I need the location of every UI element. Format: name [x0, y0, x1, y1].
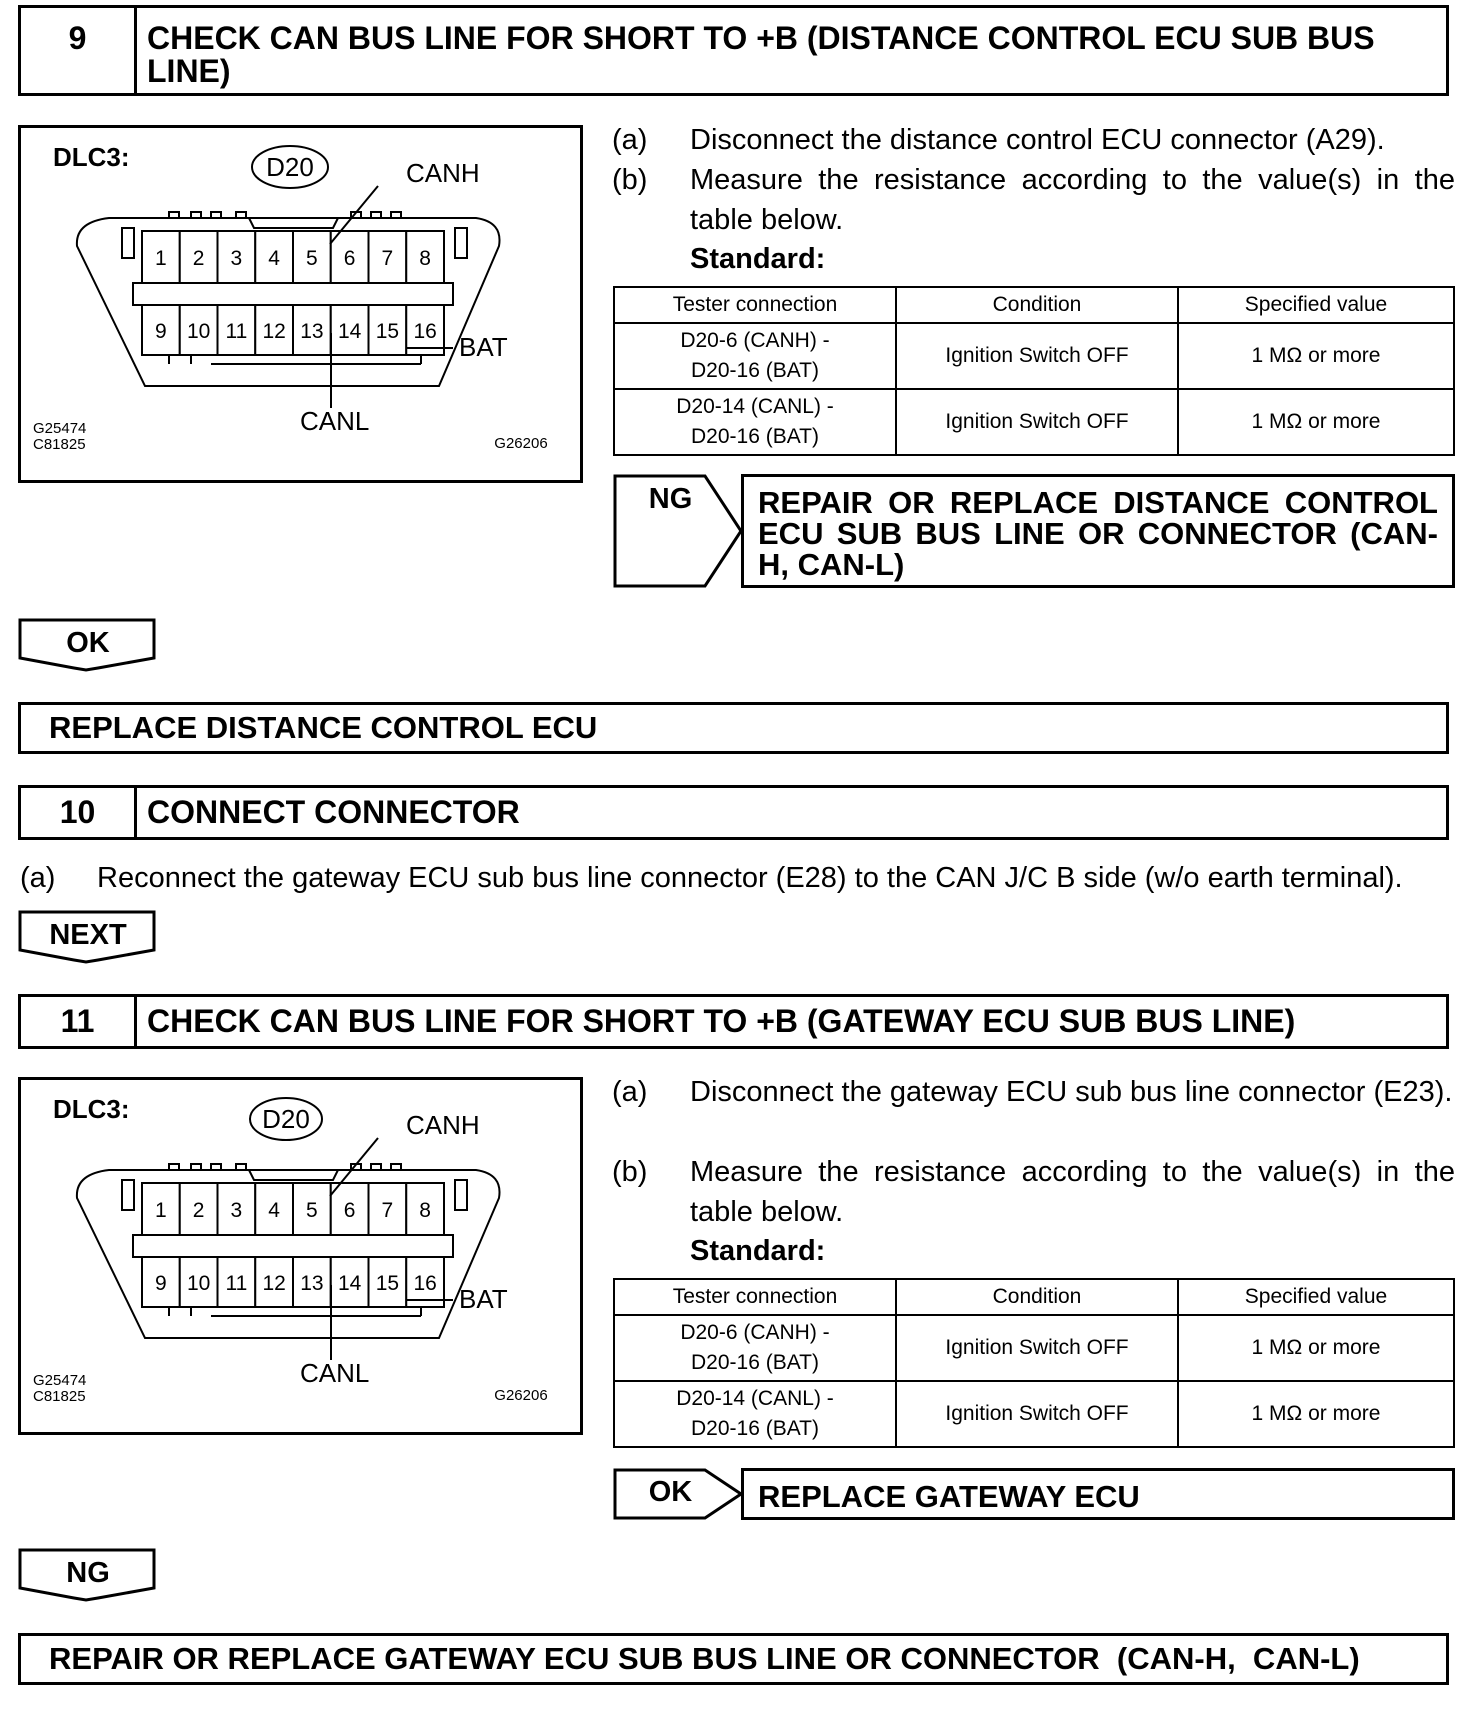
pin-number: 15: [375, 320, 400, 343]
step10-next-label: NEXT: [49, 919, 127, 951]
table-row: [614, 389, 1454, 455]
col-header-condition: Condition: [896, 1279, 1178, 1315]
tester-connection-cell: D20-14 (CANL) - D20-16 (BAT): [614, 389, 896, 455]
code-g25474: G25474: [33, 1372, 87, 1389]
value-cell: 1 MΩ or more: [1178, 1381, 1454, 1447]
pin-number: 4: [268, 1199, 280, 1222]
pin-number: 8: [419, 1199, 431, 1222]
pin-number: 12: [262, 320, 286, 343]
code-c81825: C81825: [33, 1388, 86, 1405]
step11-title: CHECK CAN BUS LINE FOR SHORT TO +B (GATEWAY ECU SUB BUS LINE): [147, 1003, 1296, 1039]
value-cell: 1 MΩ or more: [1178, 1315, 1454, 1381]
step10-header: [18, 785, 1449, 840]
pin-number: 7: [381, 1199, 394, 1222]
code-g26206: G26206: [494, 435, 548, 452]
code-g26206: G26206: [494, 1387, 548, 1404]
step11-ok-label: OK: [648, 1476, 693, 1508]
step11-connector-diagram: [18, 1077, 583, 1435]
condition-cell: Ignition Switch OFF: [896, 1315, 1178, 1381]
step11-ok-result: [741, 1468, 1455, 1520]
dlc3-label: DLC3:: [53, 142, 130, 172]
canh-label: CANH: [406, 1110, 480, 1140]
pin-number: 1: [155, 1199, 167, 1222]
center-divider: [133, 283, 453, 305]
step9-ng-label: NG: [648, 483, 693, 515]
pin-number: 15: [375, 1272, 400, 1295]
ok-result-text: REPLACE GATEWAY ECU: [758, 1479, 1140, 1514]
pin-number: 2: [192, 1199, 205, 1222]
step11-header: [18, 994, 1449, 1049]
step11-ng-label: NG: [66, 1557, 110, 1589]
pin-number: 3: [230, 1199, 243, 1222]
instruction-text: Measure the resistance according to the value(s) in the table below.: [690, 164, 1455, 236]
pin-number: 13: [300, 320, 324, 343]
step9-connector-diagram: [18, 125, 583, 483]
d20-label: D20: [266, 152, 314, 182]
pin-number: 6: [343, 1199, 356, 1222]
pin-number: 6: [343, 247, 356, 270]
table-row: [614, 1381, 1454, 1447]
pin-number: 8: [419, 247, 431, 270]
tester-connection-cell: D20-14 (CANL) - D20-16 (BAT): [614, 1381, 896, 1447]
right-guide: [455, 228, 467, 258]
step9-ng-result: [741, 474, 1455, 588]
table-row: [614, 1315, 1454, 1381]
pin-number: 13: [300, 1272, 324, 1295]
pin-number: 4: [268, 247, 280, 270]
code-g25474: G25474: [33, 420, 87, 437]
step10-title: CONNECT CONNECTOR: [147, 794, 520, 830]
pin-number: 10: [186, 1272, 211, 1295]
instruction-label: (a): [612, 1076, 648, 1108]
pin-number: 12: [262, 1272, 286, 1295]
col-header-condition: Condition: [896, 287, 1178, 323]
step9-ok-result: REPLACE DISTANCE CONTROL ECU: [18, 702, 1449, 754]
instruction-text: Measure the resistance according to the value(s) in the table below.: [690, 1156, 1455, 1228]
instruction-label: (b): [612, 1156, 648, 1188]
step11-number: 11: [21, 997, 137, 1046]
step9-number: 9: [21, 8, 137, 93]
pin-number: 3: [230, 247, 243, 270]
step9-header: [18, 5, 1449, 96]
pin-number: 14: [337, 320, 362, 343]
pin-number: 7: [381, 247, 394, 270]
pin-number: 16: [413, 1272, 437, 1295]
pin-number: 5: [306, 247, 318, 270]
col-header-tester: Tester connection: [614, 1279, 896, 1315]
step9-title: CHECK CAN BUS LINE FOR SHORT TO +B (DISTANCE CONTROL ECU SUB BUS LINE): [147, 20, 1375, 89]
step10-instruction-text: Reconnect the gateway ECU sub bus line connector (E28) to the CAN J/C B side (w/o earth terminal).: [97, 862, 1403, 894]
value-cell: 1 MΩ or more: [1178, 389, 1454, 455]
dlc3-connector-svg: [21, 128, 580, 480]
left-guide: [122, 1180, 134, 1210]
canh-label: CANH: [406, 158, 480, 188]
instruction-text: Disconnect the distance control ECU connector (A29).: [690, 124, 1385, 156]
instruction-label: (a): [612, 124, 648, 156]
tester-connection-cell: D20-6 (CANH) - D20-16 (BAT): [614, 323, 896, 389]
step9-standard-label: Standard:: [690, 243, 826, 275]
col-header-value: Specified value: [1178, 287, 1454, 323]
step10-instruction-label: (a): [20, 862, 56, 894]
pin-number: 14: [337, 1272, 362, 1295]
pin-number: 11: [225, 1272, 248, 1295]
tester-connection-cell: D20-6 (CANH) - D20-16 (BAT): [614, 1315, 896, 1381]
code-c81825: C81825: [33, 436, 86, 453]
right-guide: [455, 1180, 467, 1210]
pin-number: 9: [155, 320, 167, 343]
canl-label: CANL: [300, 1358, 370, 1388]
dlc3-connector-svg: [21, 1080, 580, 1432]
left-guide: [122, 228, 134, 258]
step11-standard-label: Standard:: [690, 1235, 826, 1267]
step10-number: 10: [21, 788, 137, 837]
instruction-label: (b): [612, 164, 648, 196]
col-header-value: Specified value: [1178, 1279, 1454, 1315]
bat-label: BAT: [459, 332, 508, 362]
pin-number: 11: [225, 320, 248, 343]
pin-number: 1: [155, 247, 167, 270]
col-header-tester: Tester connection: [614, 287, 896, 323]
pin-number: 10: [186, 320, 211, 343]
pin-number: 2: [192, 247, 205, 270]
step9-ok-label: OK: [66, 627, 110, 659]
condition-cell: Ignition Switch OFF: [896, 389, 1178, 455]
pin-number: 5: [306, 1199, 318, 1222]
ng-result-text: REPAIR OR REPLACE DISTANCE CONTROL ECU SUB BUS LINE OR CONNECTOR (CAN-H, CAN-L): [758, 485, 1438, 582]
step11-spec-table: [613, 1278, 1455, 1448]
canl-label: CANL: [300, 406, 370, 436]
bat-label: BAT: [459, 1284, 508, 1314]
step11-ng-result: REPAIR OR REPLACE GATEWAY ECU SUB BUS LINE OR CONNECTOR (CAN-H, CAN-L): [18, 1633, 1449, 1685]
pin-number: 9: [155, 1272, 167, 1295]
instruction-text: Disconnect the gateway ECU sub bus line connector (E23).: [690, 1076, 1453, 1108]
step9-spec-table: [613, 286, 1455, 456]
table-row: [614, 323, 1454, 389]
condition-cell: Ignition Switch OFF: [896, 323, 1178, 389]
pin-number: 16: [413, 320, 437, 343]
value-cell: 1 MΩ or more: [1178, 323, 1454, 389]
dlc3-label: DLC3:: [53, 1094, 130, 1124]
d20-label: D20: [262, 1104, 310, 1134]
center-divider: [133, 1235, 453, 1257]
condition-cell: Ignition Switch OFF: [896, 1381, 1178, 1447]
